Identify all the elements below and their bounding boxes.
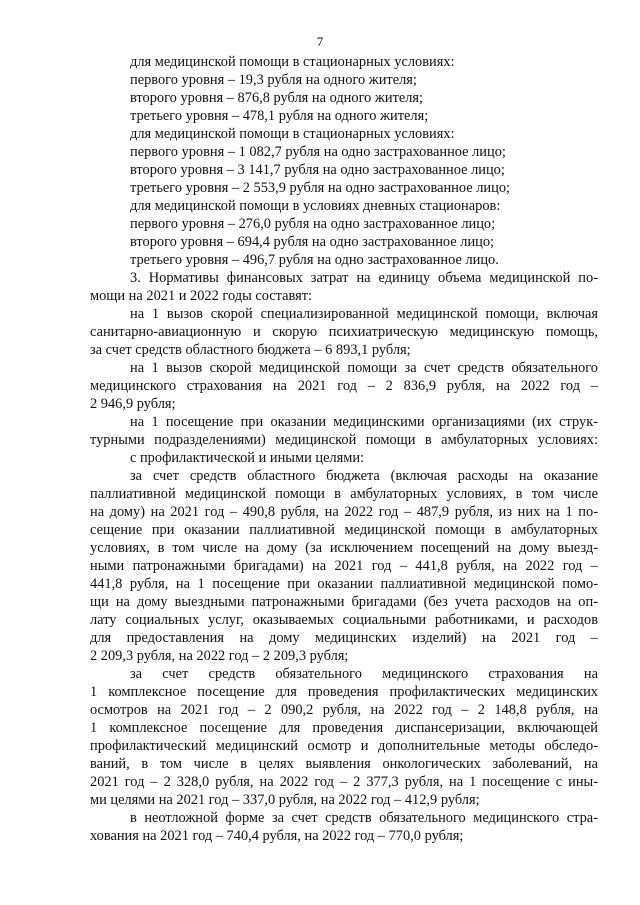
text-line: 2021 год – 2 328,0 рубля, на 2022 год – 2 377,3 рубля, на 1 посещение с ины- xyxy=(90,774,598,790)
text-line: щи на дому выездными патронажными бригадами (без учета расходов на оп- xyxy=(90,594,598,610)
text-line: на дому) на 2021 год – 490,8 рубля, на 2022 год – 487,9 рубля, из них на 1 по- xyxy=(90,504,598,520)
text-line: на 1 вызов скорой специализированной медицинской помощи, включая xyxy=(130,306,598,322)
text-line: за счет средств областного бюджета (включая расходы на оказание xyxy=(130,468,598,484)
text-line: ми целями на 2021 год – 337,0 рубля, на 2022 год – 412,9 рубля; xyxy=(90,792,480,808)
text-line: 2 209,3 рубля, на 2022 год – 2 209,3 рубля; xyxy=(90,648,349,664)
text-line: в неотложной форме за счет средств обязательного медицинского стра- xyxy=(130,810,598,826)
text-line: профилактический медицинский осмотр и дополнительные методы обследо- xyxy=(90,738,598,754)
text-line: третьего уровня – 478,1 рубля на одного жителя; xyxy=(130,108,429,124)
text-line: ваний, в том числе в целях выявления онкологических заболеваний, на xyxy=(90,756,598,772)
text-line: для предоставления на дому медицинских изделий) на 2021 год – xyxy=(90,630,598,646)
text-line: третьего уровня – 496,7 рубля на одно застрахованное лицо. xyxy=(130,252,499,268)
text-line: мощи на 2021 и 2022 годы составят: xyxy=(90,288,313,304)
text-line: сещение при оказании паллиативной медицинской помощи в амбулаторных xyxy=(90,522,598,538)
text-line: для медицинской помощи в стационарных условиях: xyxy=(130,126,455,142)
text-line: турными подразделениями) медицинской помощи в амбулаторных условиях: xyxy=(90,432,598,448)
text-line: осмотров на 2021 год – 2 090,2 рубля, на 2022 год – 2 148,8 рубля, на xyxy=(90,702,598,718)
text-line: для медицинской помощи в стационарных условиях: xyxy=(130,54,455,70)
text-line: второго уровня – 876,8 рубля на одного жителя; xyxy=(130,90,424,106)
text-line: второго уровня – 3 141,7 рубля на одно застрахованное лицо; xyxy=(130,162,505,178)
text-line: медицинского страхования на 2021 год – 2 836,9 рубля, на 2022 год – xyxy=(90,378,598,394)
text-line: на 1 вызов скорой медицинской помощи за счет средств обязательного xyxy=(130,360,598,376)
text-line: первого уровня – 1 082,7 рубля на одно застрахованное лицо; xyxy=(130,144,506,160)
text-line: за счет средств обязательного медицинского страхования на xyxy=(130,666,598,682)
text-line: первого уровня – 19,3 рубля на одного жителя; xyxy=(130,72,417,88)
text-line: лату социальных услуг, оказываемых социальными работниками, и расходов xyxy=(90,612,598,628)
text-line: с профилактической и иными целями: xyxy=(130,450,365,466)
text-line: третьего уровня – 2 553,9 рубля на одно застрахованное лицо; xyxy=(130,180,511,196)
text-line: 441,8 рубля, на 1 посещение при оказании паллиативной медицинской помо- xyxy=(90,576,598,592)
page-number: 7 xyxy=(316,34,324,49)
text-line: на 1 посещение при оказании медицинскими организациями (их струк- xyxy=(130,414,598,430)
text-line: паллиативной медицинской помощи в амбулаторных условиях, в том числе xyxy=(90,486,598,502)
text-line: второго уровня – 694,4 рубля на одно застрахованное лицо; xyxy=(130,234,495,250)
text-line: для медицинской помощи в условиях дневных стационаров: xyxy=(130,198,501,214)
text-line: 2 946,9 рубля; xyxy=(90,396,176,412)
text-line: условиях, в том числе на дому (за исключением посещений на дому выезд- xyxy=(90,540,598,556)
text-line: хования на 2021 год – 740,4 рубля, на 2022 год – 770,0 рубля; xyxy=(90,828,464,844)
text-line: ными патронажными бригадами) на 2021 год – 441,8 рубля, на 2022 год – xyxy=(90,558,598,574)
text-line: 1 комплексное посещение для проведения профилактических медицинских xyxy=(90,684,598,700)
text-line: санитарно-авиационную и скорую психиатрическую медицинскую помощь, xyxy=(90,324,598,340)
text-line: первого уровня – 276,0 рубля на одно застрахованное лицо; xyxy=(130,216,496,232)
text-line: за счет средств областного бюджета – 6 893,1 рубля; xyxy=(90,342,411,358)
text-line: 3. Нормативы финансовых затрат на единицу объема медицинской по- xyxy=(130,270,598,286)
text-line: 1 комплексное посещение для проведения диспансеризации, включающей xyxy=(90,720,598,736)
